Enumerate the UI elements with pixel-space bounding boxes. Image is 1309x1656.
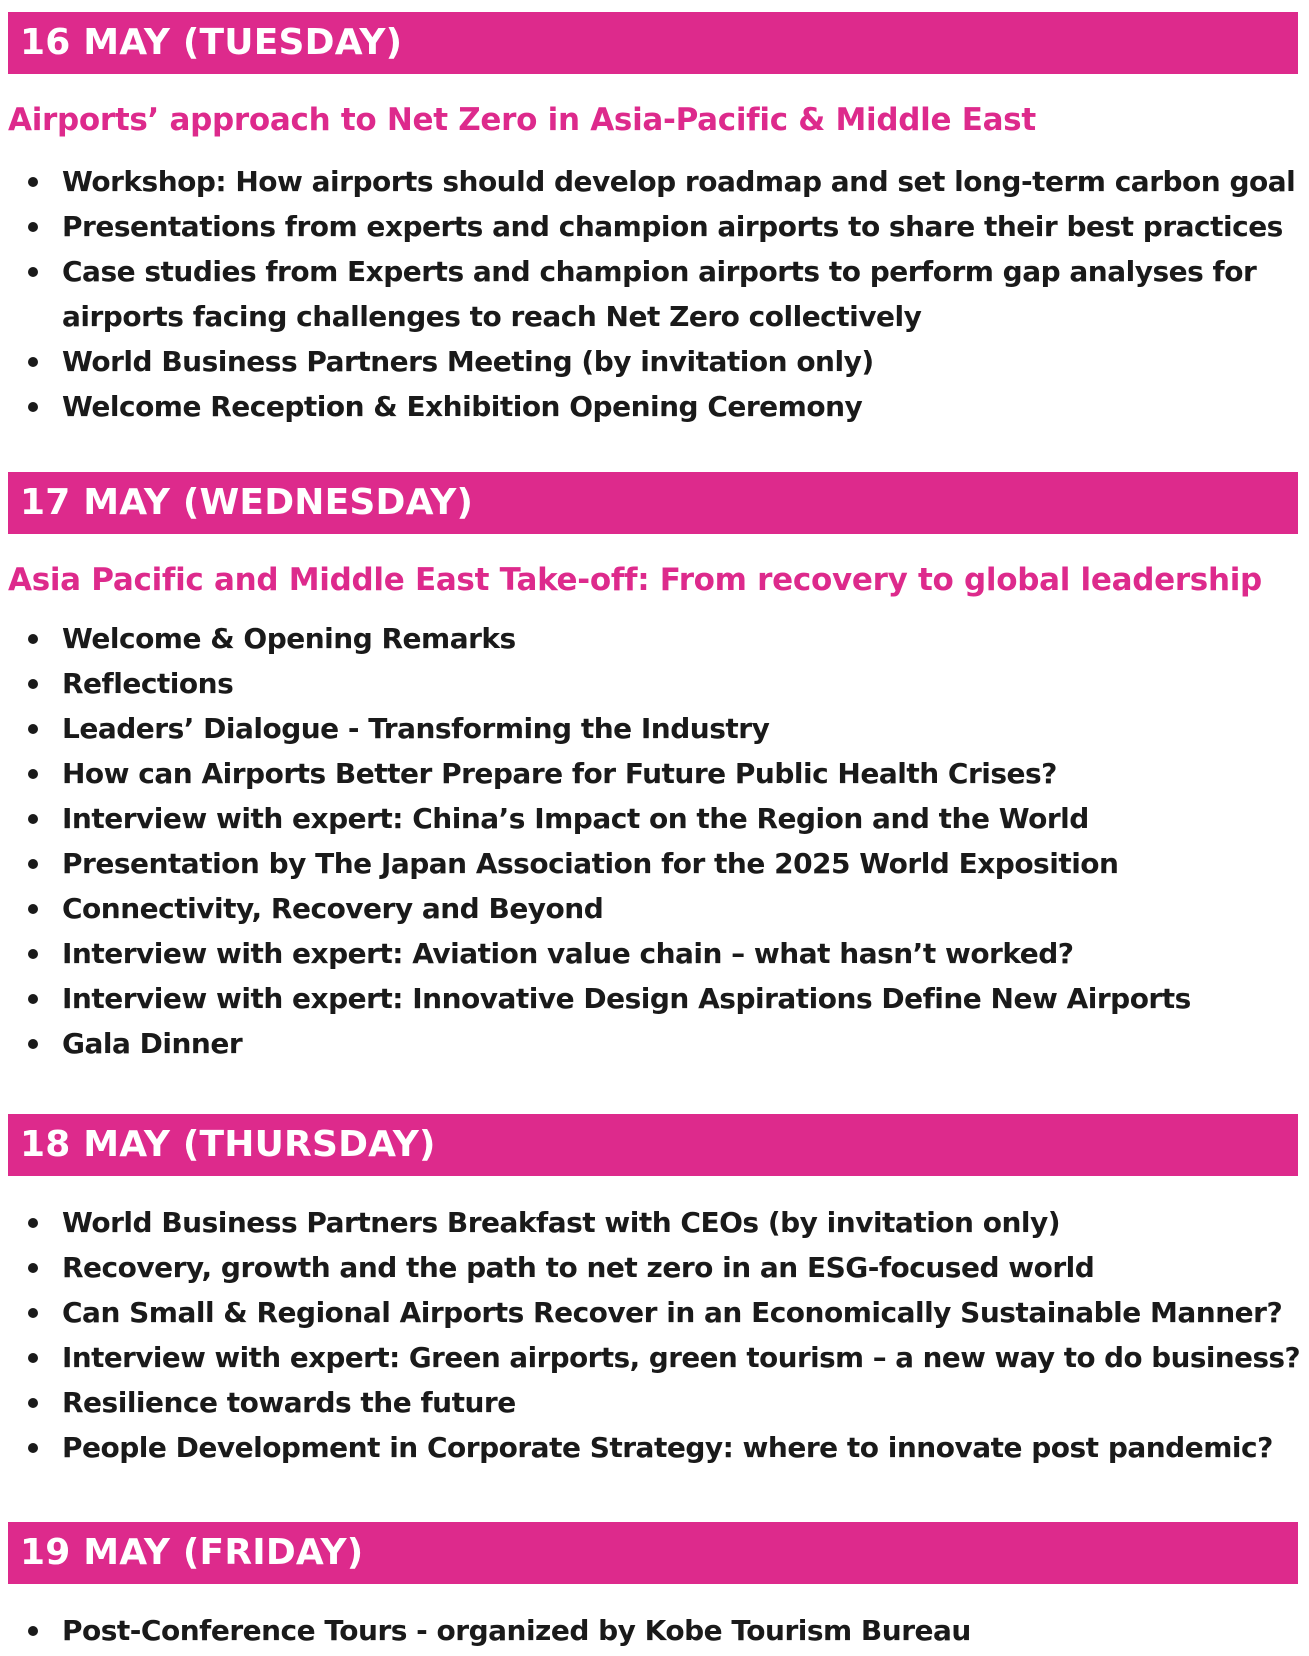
bullet-icon — [28, 724, 38, 734]
list-item: World Business Partners Meeting (by invitation only) — [0, 339, 1300, 384]
bullet-icon — [28, 679, 38, 689]
bullet-icon — [28, 1398, 38, 1408]
list-item: Recovery, growth and the path to net zero in an ESG-focused world — [0, 1245, 1300, 1290]
list-item: Reflections — [0, 661, 1300, 706]
bullet-icon — [28, 949, 38, 959]
list-item: Leaders’ Dialogue - Transforming the Industry — [0, 706, 1300, 751]
list-item: Interview with expert: Aviation value chain – what hasn’t worked? — [0, 931, 1300, 976]
bullet-icon — [28, 859, 38, 869]
bullet-icon — [28, 267, 38, 277]
list-item-continuation: airports facing challenges to reach Net Zero collectively — [62, 300, 922, 333]
bullet-icon — [28, 1218, 38, 1228]
day-header: 19 MAY (FRIDAY) — [8, 1522, 1298, 1584]
bullet-icon — [28, 222, 38, 232]
agenda-list — [0, 616, 1300, 1066]
list-item: How can Airports Better Prepare for Future Public Health Crises? — [0, 751, 1300, 796]
bullet-icon — [28, 1626, 38, 1636]
session-title: Airports’ approach to Net Zero in Asia-Pacific & Middle East — [8, 102, 1036, 138]
list-item: People Development in Corporate Strategy: where to innovate post pandemic? — [0, 1425, 1300, 1470]
list-item: Gala Dinner — [0, 1021, 1300, 1066]
bullet-icon — [28, 814, 38, 824]
list-item: Welcome Reception & Exhibition Opening Ceremony — [0, 384, 1300, 429]
session-title: Asia Pacific and Middle East Take-off: From recovery to global leadership — [8, 562, 1262, 598]
list-item: Welcome & Opening Remarks — [0, 616, 1300, 661]
bullet-icon — [28, 994, 38, 1004]
day-header: 17 MAY (WEDNESDAY) — [8, 472, 1298, 534]
day-header: 18 MAY (THURSDAY) — [8, 1114, 1298, 1176]
agenda-list — [0, 1608, 1300, 1653]
bullet-icon — [28, 904, 38, 914]
list-item: Can Small & Regional Airports Recover in an Economically Sustainable Manner? — [0, 1290, 1300, 1335]
list-item: Workshop: How airports should develop roadmap and set long-term carbon goal — [0, 159, 1300, 204]
list-item: Connectivity, Recovery and Beyond — [0, 886, 1300, 931]
bullet-icon — [28, 1308, 38, 1318]
list-item: Presentations from experts and champion airports to share their best practices — [0, 204, 1300, 249]
list-item: World Business Partners Breakfast with CEOs (by invitation only) — [0, 1200, 1300, 1245]
day-header: 16 MAY (TUESDAY) — [8, 12, 1298, 74]
bullet-icon — [28, 634, 38, 644]
bullet-icon — [28, 1039, 38, 1049]
list-item: Interview with expert: Green airports, green tourism – a new way to do business? — [0, 1335, 1300, 1380]
agenda-list — [0, 159, 1300, 429]
list-item: Presentation by The Japan Association for the 2025 World Exposition — [0, 841, 1300, 886]
bullet-icon — [28, 1443, 38, 1453]
list-item: Resilience towards the future — [0, 1380, 1300, 1425]
bullet-icon — [28, 357, 38, 367]
list-item: Post-Conference Tours - organized by Kobe Tourism Bureau — [0, 1608, 1300, 1653]
list-item: Case studies from Experts and champion airports to perform gap analyses for — [0, 249, 1300, 294]
bullet-icon — [28, 769, 38, 779]
list-item: Interview with expert: Innovative Design Aspirations Define New Airports — [0, 976, 1300, 1021]
agenda-list — [0, 1200, 1300, 1470]
bullet-icon — [28, 1353, 38, 1363]
bullet-icon — [28, 177, 38, 187]
bullet-icon — [28, 1263, 38, 1273]
bullet-icon — [28, 402, 38, 412]
list-item: Interview with expert: China’s Impact on the Region and the World — [0, 796, 1300, 841]
